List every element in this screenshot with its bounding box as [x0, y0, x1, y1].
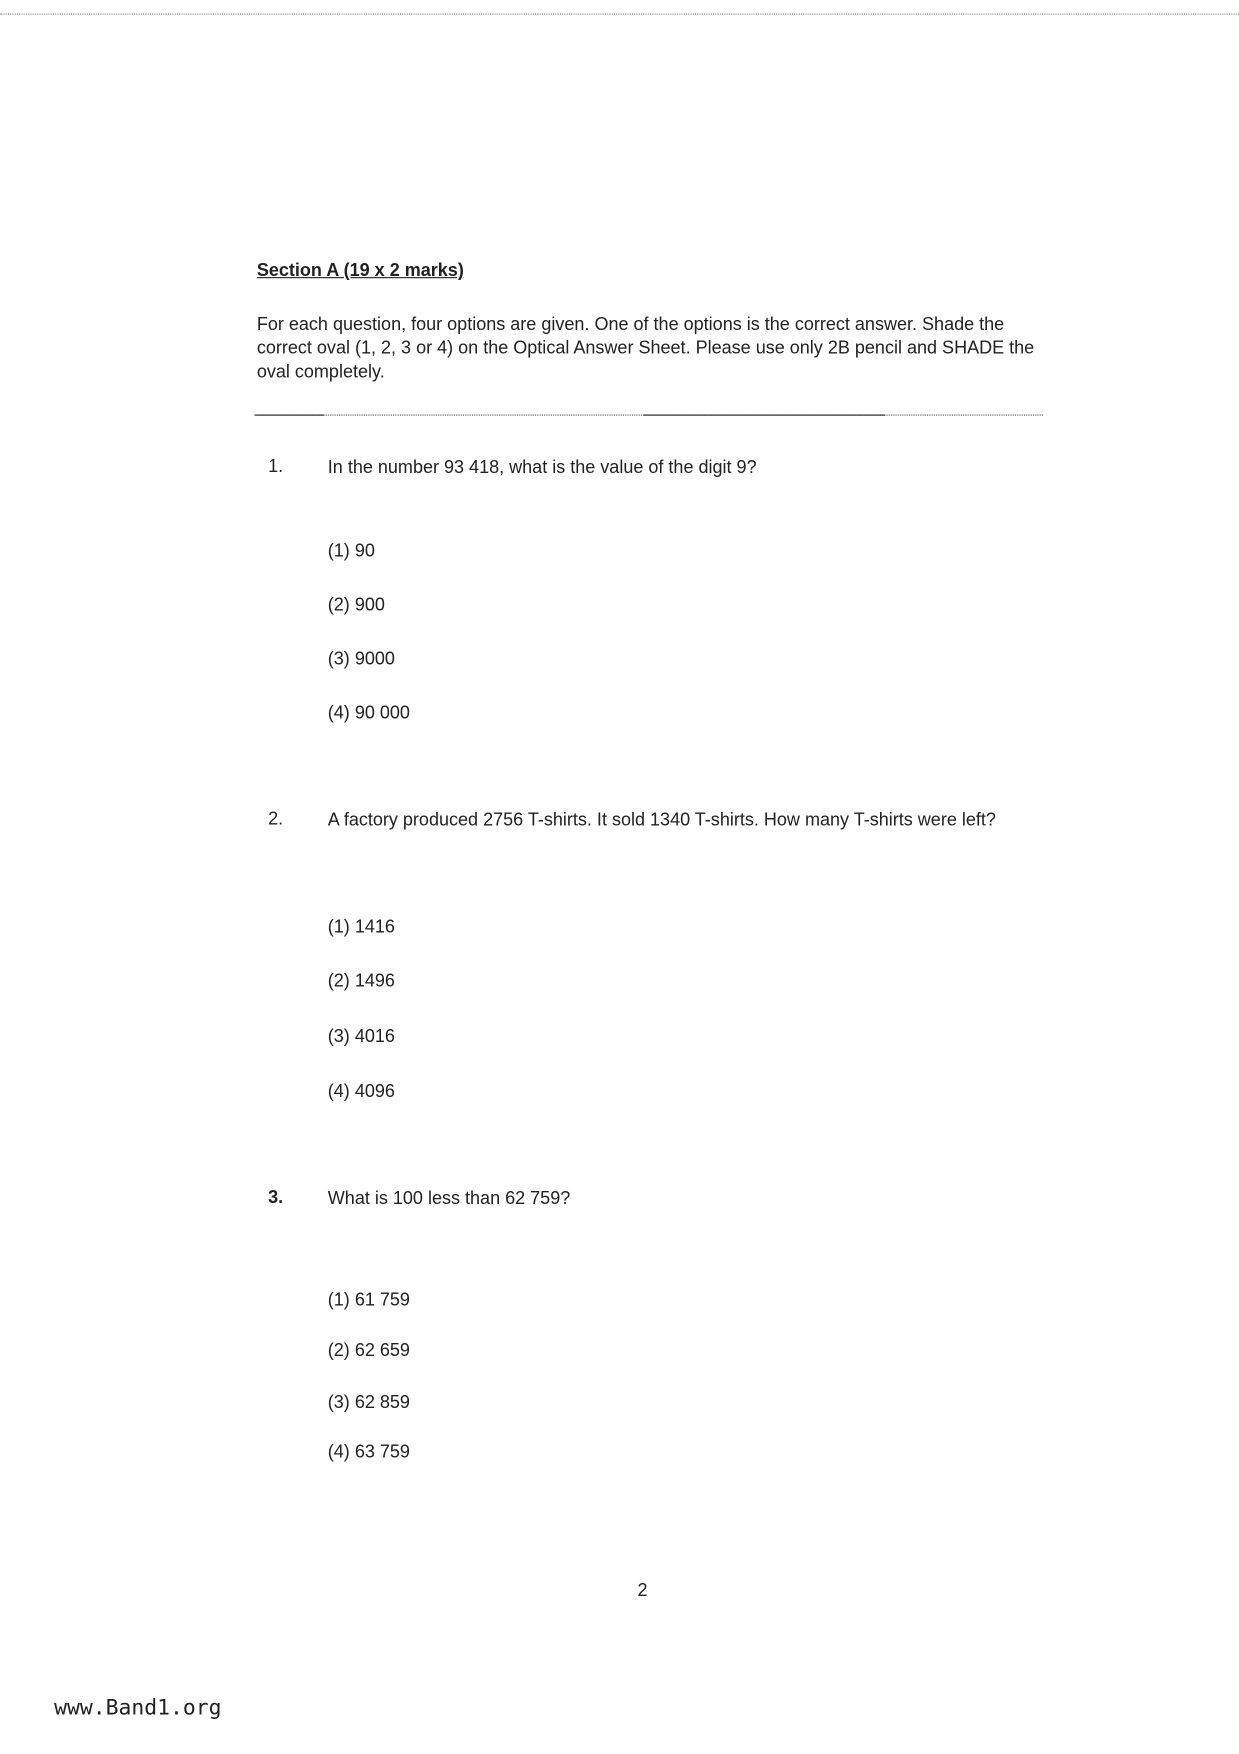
- option: (1) 90: [327, 541, 375, 561]
- option: (2) 62 659: [327, 1341, 410, 1361]
- question-number: 1.: [268, 457, 284, 477]
- question-number: 2.: [268, 809, 284, 830]
- option: (2) 1496: [327, 972, 395, 992]
- option: (1) 1416: [327, 918, 395, 938]
- option: (4) 4096: [327, 1082, 395, 1102]
- scan-header-noise: [0, 14, 1239, 22]
- divider: [255, 415, 1043, 416]
- option: (1) 61 759: [327, 1290, 410, 1311]
- footer-url: www.Band1.org: [54, 1695, 222, 1721]
- section-title: Section A (19 x 2 marks): [256, 261, 464, 281]
- option: (4) 63 759: [327, 1442, 410, 1463]
- option: (3) 62 859: [327, 1393, 410, 1413]
- option: (4) 90 000: [327, 704, 410, 724]
- question-number: 3.: [268, 1188, 284, 1208]
- option: (3) 9000: [327, 649, 395, 670]
- question-text: What is 100 less than 62 759?: [327, 1189, 571, 1209]
- option: (3) 4016: [327, 1027, 395, 1047]
- question-text: In the number 93 418, what is the value of the digit 9?: [327, 458, 757, 478]
- option: (2) 900: [327, 595, 385, 616]
- page-number: 2: [637, 1581, 648, 1601]
- question-text: A factory produced 2756 T-shirts. It sold 1340 T-shirts. How many T-shirts were left?: [327, 811, 996, 831]
- section-instructions: For each question, four options are given. One of the options is the correct answer. Shade the correct oval (1, 2, 3 or 4) on the Optical Answer Sheet. Please use only 2B pencil and SHADE the oval completely.: [256, 315, 1035, 382]
